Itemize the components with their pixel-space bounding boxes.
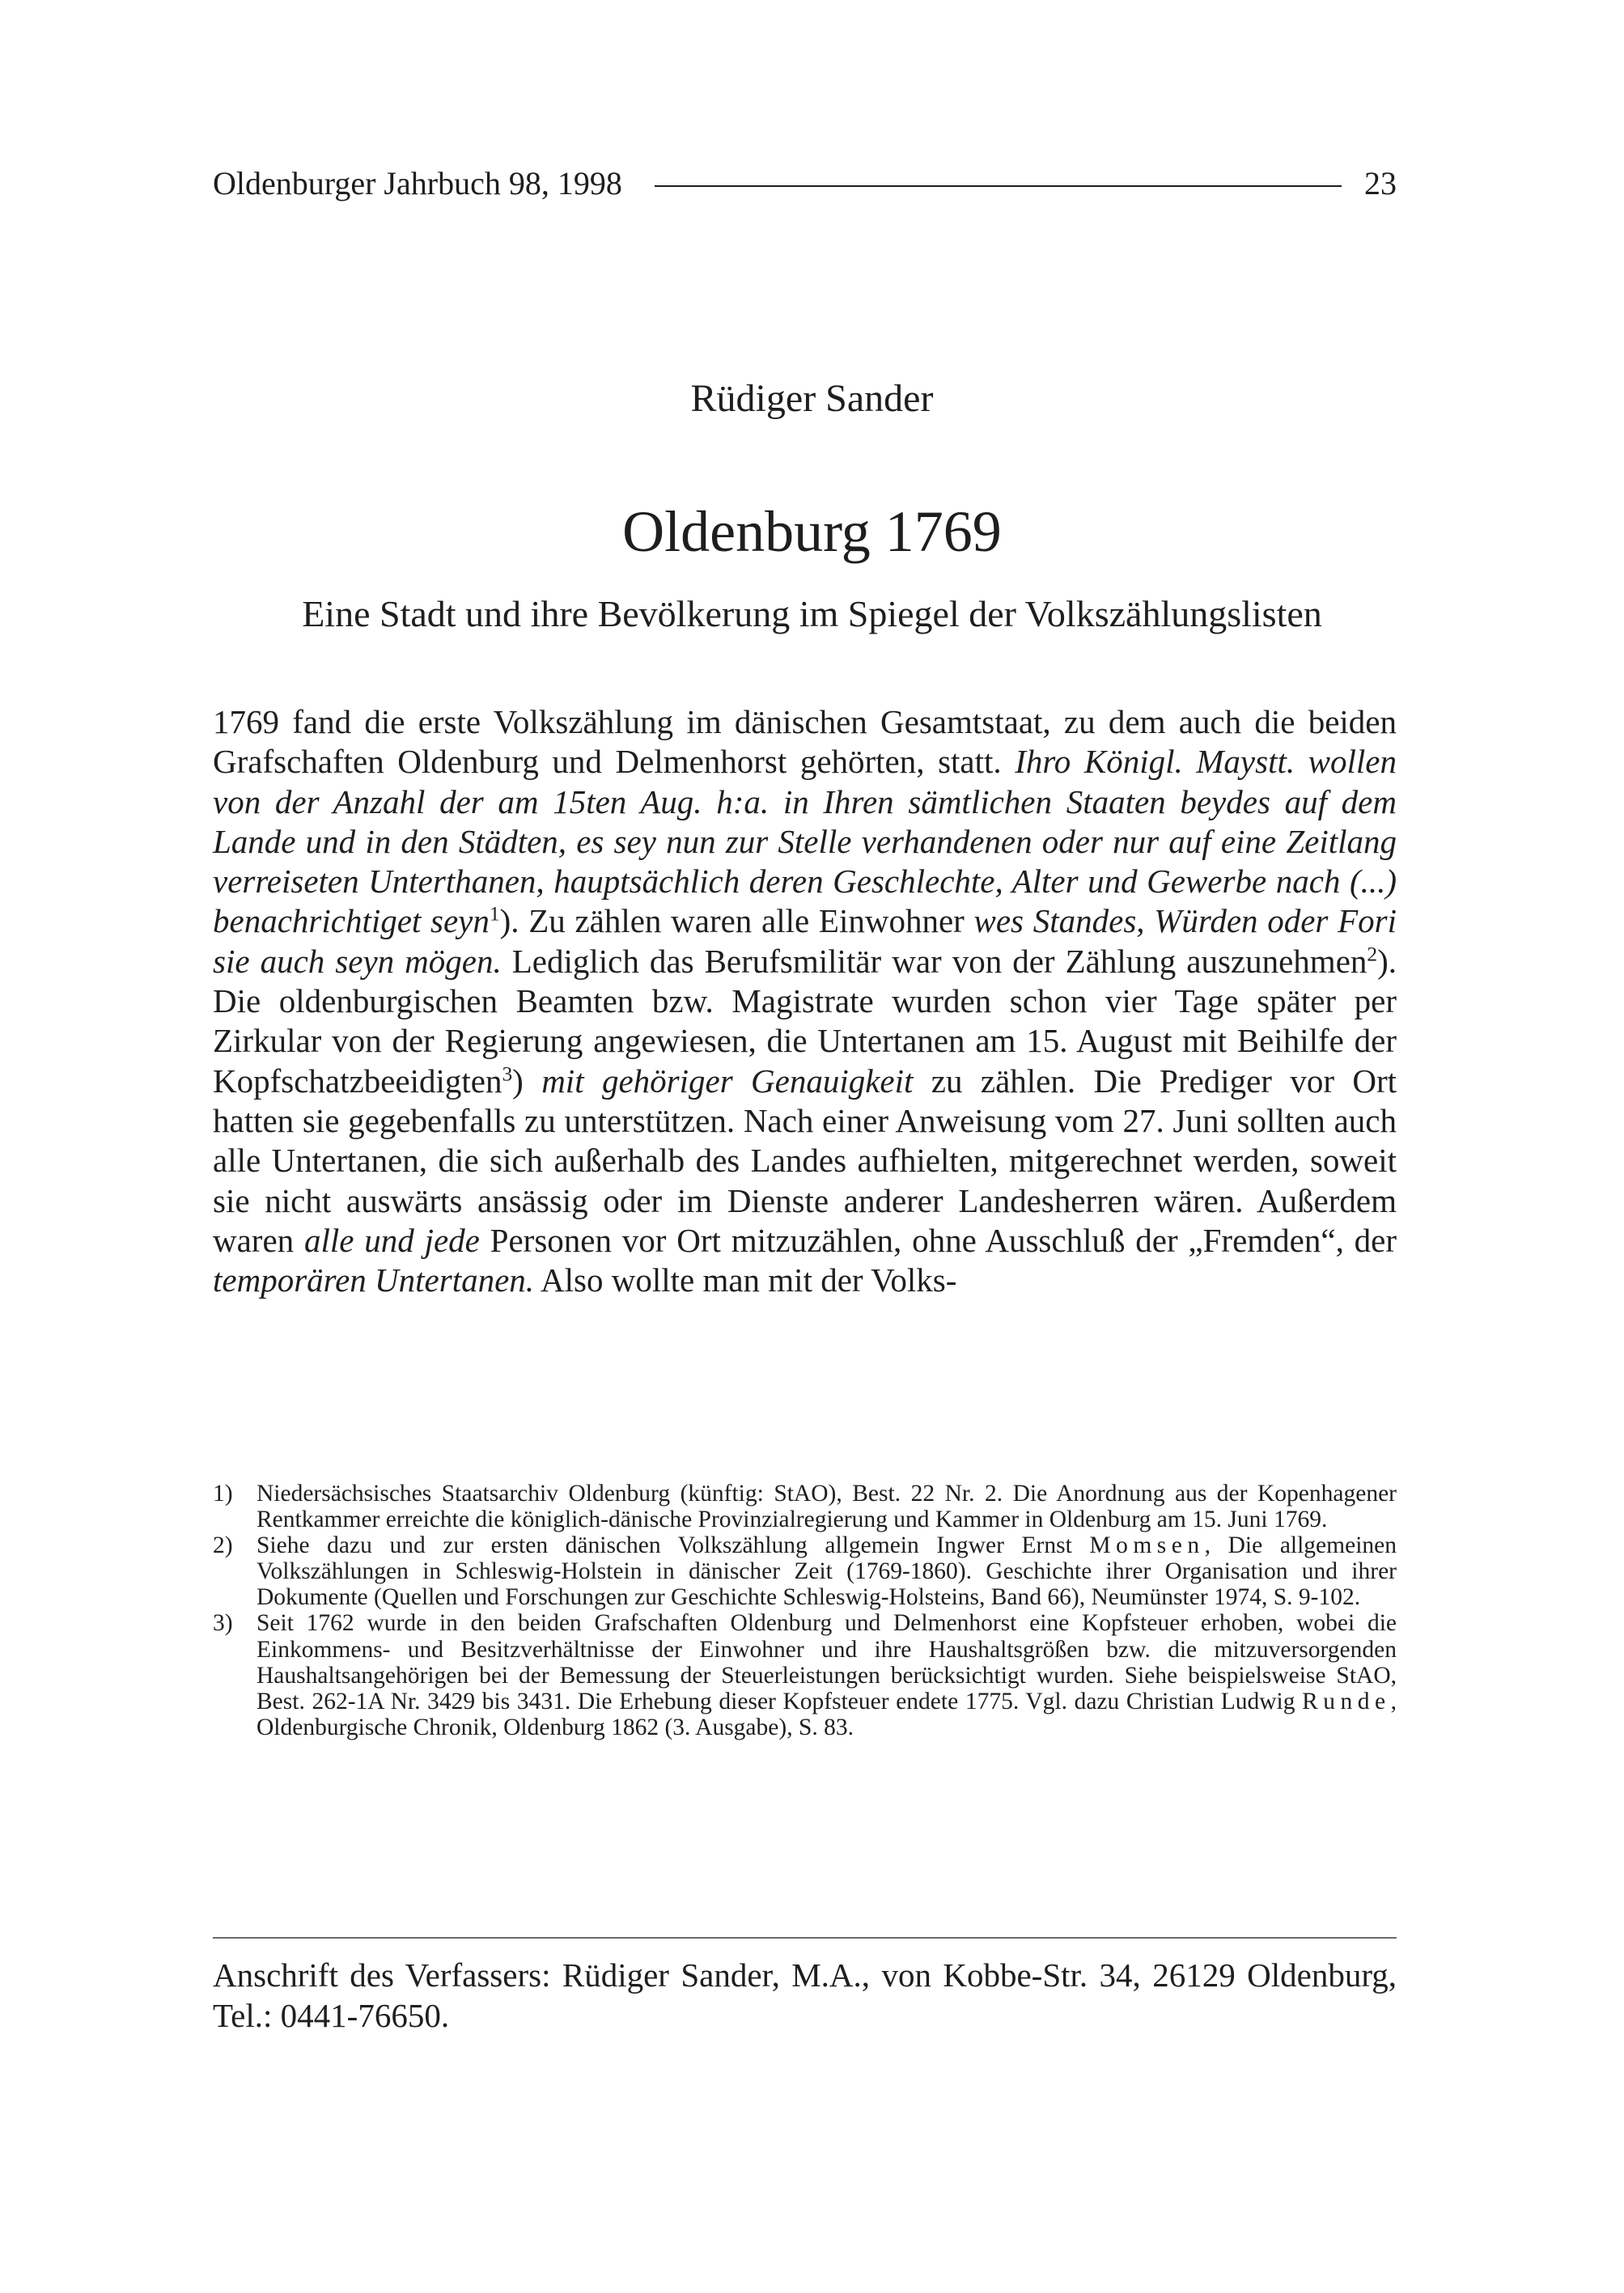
quote-run: mit gehöriger Genauigkeit: [541, 1062, 914, 1100]
quote-run: temporären Untertanen.: [213, 1261, 535, 1299]
text-run: Personen vor Ort mitzuzählen, ohne Ausschluß der „Fremden“, der: [479, 1221, 1397, 1259]
text-run: ). Zu zählen waren alle Einwohner: [499, 902, 974, 940]
body-paragraph: [213, 702, 1397, 1300]
article-subtitle: Eine Stadt und ihre Bevölkerung im Spiegel der Volkszählungslisten: [302, 593, 1322, 634]
running-head: [213, 162, 1397, 206]
author-address: Anschrift des Verfassers: Rüdiger Sander, M.A., von Kobbe-Str. 34, 26129 Oldenburg, Tel.: 0441-76650.: [213, 1956, 1397, 2034]
text-run: Siehe dazu und zur ersten dänischen Volkszählung allgemein Ingwer Ernst: [257, 1532, 1090, 1559]
footnote-3: [213, 1610, 1397, 1740]
text-run: , Die allgemeinen Volkszählungen in Schleswig-Holstein in dänischer Zeit (1769-1860). Geschichte ihrer Organisation und ihrer Dokumente (Quellen und Forschungen zur Geschichte Schleswig-Holsteins, Band 66), Neumünster 1974, S. 9-102.: [257, 1532, 1397, 1611]
footnotes: [213, 1481, 1397, 1740]
footnote-text: [257, 1532, 1397, 1610]
footnote-1: [213, 1481, 1397, 1532]
footnote-ref-3: 3: [502, 1062, 513, 1086]
footnote-text: Niedersächsisches Staatsarchiv Oldenburg (künftig: StAO), Best. 22 Nr. 2. Die Anordnung aus der Kopenhagener Rentkammer erreichte die königlich-dänische Provinzialregierung und Kammer in Oldenburg am 15. Juni 1769.: [257, 1481, 1397, 1533]
text-run: Lediglich das Berufsmilitär war von der Zählung auszunehmen: [501, 942, 1367, 980]
page-number: 23: [1364, 165, 1397, 201]
text-run: , Oldenburgische Chronik, Oldenburg 1862 (3. Ausgabe), S. 83.: [257, 1688, 1397, 1740]
footnote-text: [257, 1610, 1397, 1740]
quote-run: wes Standes, Würden oder Fori sie auch seyn mögen.: [213, 902, 1397, 980]
text-run: zu zählen. Die Prediger vor Ort hatten sie gegebenfalls zu unterstützen. Nach einer Anweisung vom 27. Juni sollten auch alle Untertanen, die sich außerhalb des Landes aufhielten, mitgerechnet werden, soweit sie nicht auswärts ansässig oder im Dienste anderer Landesherren wären. Außerdem waren: [213, 1062, 1397, 1259]
address-rule: [213, 1937, 1397, 1939]
footnote-number: 3): [213, 1610, 233, 1637]
header-rule: [655, 185, 1342, 187]
body-text: [213, 702, 1397, 1300]
author-surname: Momsen: [1089, 1532, 1205, 1559]
journal-name: Oldenburger Jahrbuch 98, 1998: [213, 165, 622, 201]
quote-run: alle und jede: [303, 1221, 480, 1259]
footnote-ref-1: 1: [489, 902, 500, 926]
author-surname: Runde: [1302, 1688, 1391, 1714]
author-name: Rüdiger Sander: [690, 377, 934, 420]
text-run: Seit 1762 wurde in den beiden Grafschaften Oldenburg und Delmenhorst eine Kopfsteuer erhoben, wobei die Einkommens- und Besitzverhältnisse der Einwohner und ihre Haushaltsgrößen bzw. die mitzuversorgenden Haushaltsangehörigen bei der Bemessung der Steuerleistungen berücksichtigt wurden. Siehe beispielsweise StAO, Best. 262-1A Nr. 3429 bis 3431. Die Erhebung dieser Kopfsteuer endete 1775. Vgl. dazu Christian Ludwig: [257, 1610, 1397, 1714]
footnote-ref-2: 2: [1367, 943, 1378, 966]
text-run: 1769 fand die erste Volkszählung im dänischen Gesamtstaat, zu dem auch die beiden Grafschaften Oldenburg und Delmenhorst gehörten, statt.: [213, 703, 1397, 781]
footnote-number: 2): [213, 1532, 233, 1559]
footnote-number: 1): [213, 1481, 233, 1507]
quote-run: Ihro Königl. Maystt. wollen von der Anzahl der am 15ten Aug. h:a. in Ihren sämtlichen Staaten beydes auf dem Lande und in den Städten, es sey nun zur Stelle verhandenen oder nur auf eine Zeitlang verreiseten Unterthanen, hauptsächlich deren Geschlechte, Alter und Gewerbe nach (...) benachrichtiget seyn: [213, 743, 1397, 940]
article-title: Oldenburg 1769: [622, 499, 1002, 564]
text-run: ): [512, 1062, 542, 1100]
text-run: ). Die oldenburgischen Beamten bzw. Magistrate wurden schon vier Tage später per Zirkular von der Regierung angewiesen, die Untertanen am 15. August mit Beihilfe der Kopfschatzbeeidigten: [213, 942, 1397, 1100]
text-run: Also wollte man mit der Volks-: [534, 1261, 957, 1299]
footnote-2: [213, 1532, 1397, 1610]
